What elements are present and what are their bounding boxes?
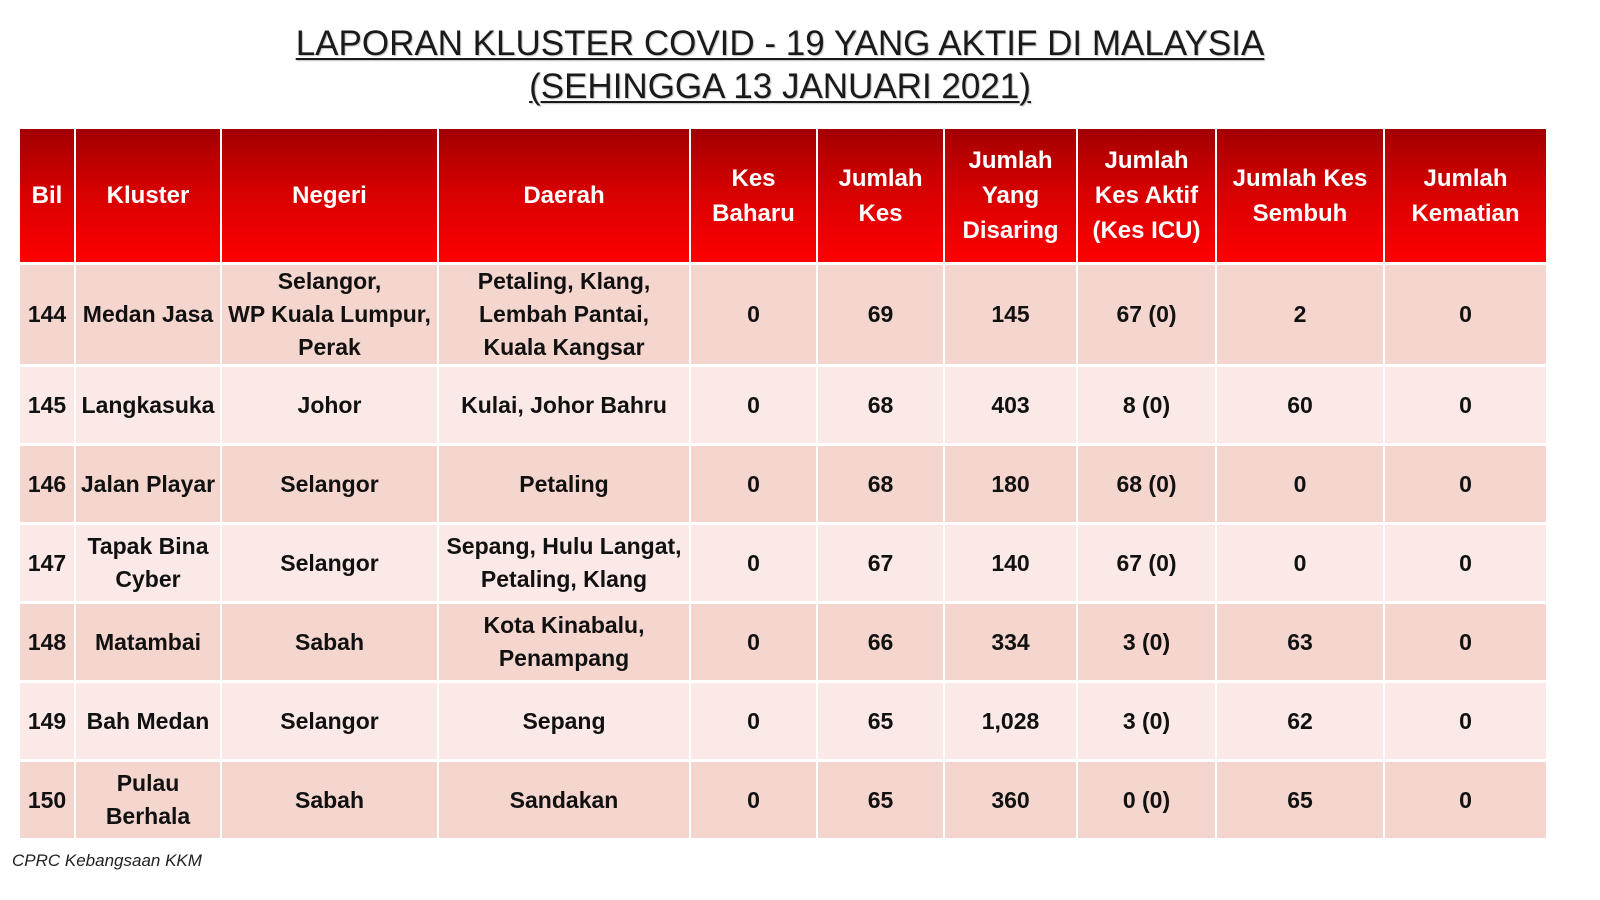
cell-bil: 148	[20, 604, 74, 683]
cell-kluster	[76, 265, 220, 367]
cell-negeri-line: Sabah	[294, 786, 365, 813]
cell-kematian: 0	[1385, 683, 1546, 762]
cell-negeri-line: WP Kuala Lumpur,	[228, 301, 431, 327]
header-text: Daerah	[523, 182, 605, 209]
cell-kluster	[76, 683, 220, 762]
cell-kluster-line: Matambai	[94, 628, 202, 655]
cell-kluster	[76, 604, 220, 683]
header-kes-sembuh	[1217, 129, 1383, 265]
header-text: Jumlah	[838, 164, 923, 192]
cell-sembuh: 0	[1217, 525, 1383, 604]
header-text: Kes Aktif	[1094, 182, 1199, 209]
cell-disaring: 180	[945, 446, 1076, 525]
header-text: Baharu	[712, 199, 795, 227]
cell-sembuh: 2	[1217, 265, 1383, 367]
header-kluster	[76, 129, 220, 265]
cell-negeri	[222, 762, 437, 841]
header-kes-baharu	[691, 129, 816, 265]
header-text: Jumlah Kes	[1232, 164, 1368, 192]
table-row	[20, 265, 1546, 367]
header-text: Sembuh	[1252, 199, 1348, 227]
cell-daerah-line: Petaling, Klang,	[477, 268, 651, 294]
header-text: Jumlah	[1104, 147, 1189, 174]
cell-negeri	[222, 525, 437, 604]
table-row	[20, 683, 1546, 762]
cell-jumlah-kes: 69	[818, 265, 943, 367]
cell-jumlah-kes: 68	[818, 446, 943, 525]
cell-daerah-line: Lembah Pantai,	[479, 301, 649, 327]
cell-negeri	[222, 604, 437, 683]
cell-disaring: 334	[945, 604, 1076, 683]
cell-kematian: 0	[1385, 762, 1546, 841]
cell-daerah	[439, 446, 689, 525]
table-row	[20, 525, 1546, 604]
cell-negeri	[222, 446, 437, 525]
title-line-1: LAPORAN KLUSTER COVID - 19 YANG AKTIF DI MALAYSIA	[295, 24, 1265, 63]
cell-kes-aktif: 8 (0)	[1078, 367, 1215, 446]
header-jumlah-disaring	[945, 129, 1076, 265]
cell-kematian: 0	[1385, 446, 1546, 525]
cell-daerah-line: Petaling	[519, 470, 609, 497]
cell-kluster	[76, 367, 220, 446]
cluster-table	[18, 129, 1548, 841]
table-row	[20, 446, 1546, 525]
cell-kes-baharu: 0	[691, 265, 816, 367]
cell-kluster	[76, 525, 220, 604]
header-kematian	[1385, 129, 1546, 265]
table-body	[20, 265, 1546, 841]
cell-daerah-line: Petaling, Klang	[480, 566, 648, 592]
cell-daerah-line: Kulai, Johor Bahru	[461, 391, 667, 418]
cell-kluster-line: Berhala	[105, 803, 191, 829]
cell-jumlah-kes: 68	[818, 367, 943, 446]
cell-jumlah-kes: 67	[818, 525, 943, 604]
cell-kluster-line: Cyber	[115, 566, 181, 592]
cell-kes-baharu: 0	[691, 604, 816, 683]
cell-negeri-line: Selangor	[280, 470, 379, 497]
cell-sembuh: 60	[1217, 367, 1383, 446]
cell-negeri-line: Selangor,	[277, 268, 382, 294]
cell-kes-baharu: 0	[691, 683, 816, 762]
cell-jumlah-kes: 65	[818, 762, 943, 841]
cell-daerah-line: Kota Kinabalu,	[483, 612, 645, 638]
cell-daerah	[439, 604, 689, 683]
cell-negeri-line: Selangor	[280, 707, 379, 734]
cell-negeri-line: Johor	[297, 391, 362, 418]
cell-bil: 147	[20, 525, 74, 604]
cell-disaring: 1,028	[945, 683, 1076, 762]
header-bil	[20, 129, 74, 265]
page-title	[0, 22, 1560, 108]
cell-kluster	[76, 762, 220, 841]
header-text: Kes	[858, 199, 903, 227]
table-row	[20, 762, 1546, 841]
cell-daerah-line: Sandakan	[509, 786, 619, 813]
cell-negeri-line: Perak	[298, 334, 361, 360]
cell-daerah-line: Penampang	[498, 645, 630, 671]
cell-negeri	[222, 683, 437, 762]
cell-negeri-line: Sabah	[294, 628, 365, 655]
header-text: Bil	[31, 182, 63, 209]
cell-kes-baharu: 0	[691, 762, 816, 841]
cell-sembuh: 0	[1217, 446, 1383, 525]
cell-kluster-line: Medan Jasa	[82, 301, 214, 327]
cell-negeri	[222, 367, 437, 446]
cell-daerah	[439, 683, 689, 762]
header-text: Jumlah	[968, 147, 1053, 174]
cell-daerah-line: Kuala Kangsar	[483, 334, 645, 360]
cell-kematian: 0	[1385, 525, 1546, 604]
cell-kes-aktif: 3 (0)	[1078, 604, 1215, 683]
header-text: Kluster	[106, 182, 190, 209]
cell-disaring: 403	[945, 367, 1076, 446]
cell-disaring: 145	[945, 265, 1076, 367]
header-kes-aktif	[1078, 129, 1215, 265]
cell-sembuh: 65	[1217, 762, 1383, 841]
cell-kes-aktif: 67 (0)	[1078, 525, 1215, 604]
header-negeri	[222, 129, 437, 265]
table-row	[20, 367, 1546, 446]
cell-bil: 144	[20, 265, 74, 367]
title-line-2: (SEHINGGA 13 JANUARI 2021)	[529, 67, 1031, 106]
cell-disaring: 360	[945, 762, 1076, 841]
header-text: Negeri	[292, 182, 367, 209]
header-text: (Kes ICU)	[1092, 217, 1201, 244]
cell-daerah	[439, 367, 689, 446]
source-credit: CPRC Kebangsaan KKM	[12, 851, 202, 870]
header-text: Kes	[731, 164, 776, 192]
header-text: Jumlah	[1423, 164, 1508, 192]
cell-kes-baharu: 0	[691, 446, 816, 525]
cell-bil: 149	[20, 683, 74, 762]
table-header-row	[20, 129, 1546, 265]
cell-kluster	[76, 446, 220, 525]
header-jumlah-kes	[818, 129, 943, 265]
cell-jumlah-kes: 66	[818, 604, 943, 683]
cell-jumlah-kes: 65	[818, 683, 943, 762]
cell-kluster-line: Tapak Bina	[87, 533, 209, 559]
cell-kematian: 0	[1385, 604, 1546, 683]
cell-daerah	[439, 265, 689, 367]
cell-kluster-line: Jalan Playar	[80, 470, 216, 497]
header-daerah	[439, 129, 689, 265]
cell-negeri-line: Selangor	[280, 549, 379, 576]
header-text: Yang	[981, 182, 1040, 209]
cell-kematian: 0	[1385, 265, 1546, 367]
cell-bil: 145	[20, 367, 74, 446]
cell-daerah-line: Sepang	[522, 707, 606, 734]
cell-kluster-line: Langkasuka	[81, 391, 215, 418]
cell-daerah	[439, 762, 689, 841]
cell-daerah-line: Sepang, Hulu Langat,	[446, 533, 682, 559]
cell-kluster-line: Pulau	[116, 770, 180, 796]
cell-kes-aktif: 68 (0)	[1078, 446, 1215, 525]
cell-sembuh: 63	[1217, 604, 1383, 683]
header-text: Disaring	[962, 217, 1059, 244]
cell-negeri	[222, 265, 437, 367]
cell-bil: 146	[20, 446, 74, 525]
cell-kes-aktif: 0 (0)	[1078, 762, 1215, 841]
cell-kes-baharu: 0	[691, 525, 816, 604]
cell-bil: 150	[20, 762, 74, 841]
cell-kematian: 0	[1385, 367, 1546, 446]
header-text: Kematian	[1411, 199, 1520, 227]
cell-kluster-line: Bah Medan	[86, 707, 210, 734]
cell-kes-aktif: 67 (0)	[1078, 265, 1215, 367]
cell-kes-baharu: 0	[691, 367, 816, 446]
cell-sembuh: 62	[1217, 683, 1383, 762]
cell-disaring: 140	[945, 525, 1076, 604]
cell-kes-aktif: 3 (0)	[1078, 683, 1215, 762]
cell-daerah	[439, 525, 689, 604]
table-row	[20, 604, 1546, 683]
